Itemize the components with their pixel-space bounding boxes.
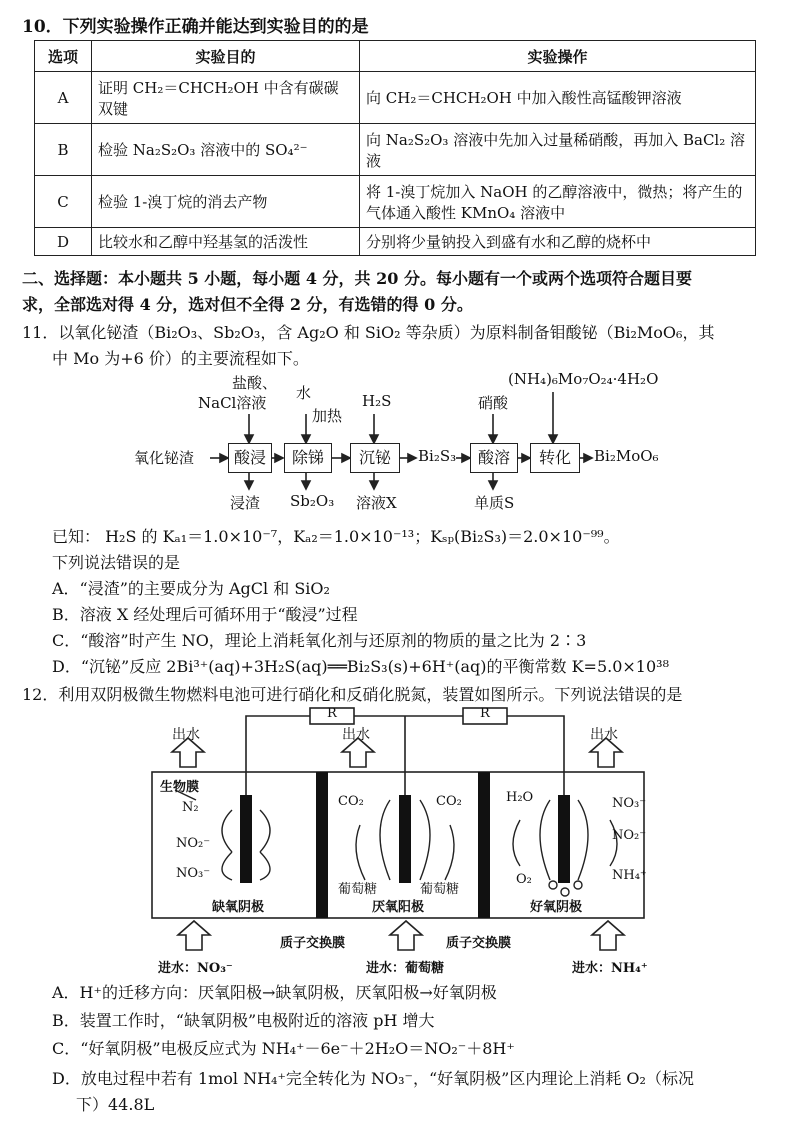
col-header-option: 选项 [35, 41, 92, 72]
flow-reagent-2a: 水 [296, 384, 312, 402]
left-species-no3: NO₃⁻ [176, 866, 211, 881]
q11-option-b: B．溶液 X 经处理后可循环用于“酸浸”过程 [52, 605, 358, 624]
flow-box-convert: 转化 [530, 443, 580, 473]
mid-species-co2-left: CO₂ [338, 794, 364, 809]
flow-reagent-5: (NH₄)₆Mo₇O₂₄·4H₂O [508, 370, 659, 388]
membrane-label-left: 质子交换膜 [280, 936, 346, 951]
q11-option-a: A．“浸渣”的主要成分为 AgCl 和 SiO₂ [52, 579, 330, 598]
mid-species-glucose-right: 葡萄糖 [420, 882, 460, 897]
col-header-purpose: 实验目的 [92, 41, 360, 72]
section2-line1: 二、选择题：本小题共 5 小题，每小题 4 分，共 20 分。每小题有一个或两个选项符合题目要 [22, 269, 692, 288]
q12-option-b: B．装置工作时，“缺氧阴极”电极附近的溶液 pH 增大 [52, 1011, 435, 1030]
biofilm-label: 生物膜 [160, 780, 200, 795]
mid-species-co2-right: CO₂ [436, 794, 462, 809]
mid-species-glucose-left: 葡萄糖 [338, 882, 378, 897]
row-option: D [35, 228, 92, 256]
right-species-nh4: NH₄⁺ [612, 868, 647, 883]
q12-title: 12．利用双阴极微生物燃料电池可进行硝化和反硝化脱氮，装置如图所示。下列说法错误的是 [22, 685, 683, 704]
q11-line1: 11．以氧化铋渣（Bi₂O₃、Sb₂O₃，含 Ag₂O 和 SiO₂ 等杂质）为原料制备钼酸铋（Bi₂MoO₆，其 [22, 323, 715, 342]
resistor-1-label: R [327, 706, 337, 721]
q12-option-d-cont: 下）44.8L [76, 1095, 155, 1114]
flow-reagent-1b: NaCl溶液 [198, 394, 267, 412]
left-species-n2: N₂ [182, 800, 199, 815]
row-purpose: 检验 Na₂S₂O₃ 溶液中的 SO₄²⁻ [92, 124, 360, 176]
col-header-operation: 实验操作 [360, 41, 756, 72]
right-species-no2: NO₂⁻ [612, 828, 647, 843]
row-operation: 向 CH₂＝CHCH₂OH 中加入酸性高锰酸钾溶液 [360, 72, 756, 124]
flow-byproduct-4: 单质S [474, 494, 515, 512]
flow-reagent-2b: 加热 [312, 407, 343, 425]
row-option: C [35, 176, 92, 228]
inlet-right-label: 进水：NH₄⁺ [572, 961, 648, 976]
outlet-right-label: 出水 [590, 727, 618, 743]
q12-option-a: A．H⁺的迁移方向：厌氧阳极→缺氧阴极，厌氧阳极→好氧阴极 [52, 983, 497, 1002]
flow-start: 氧化铋渣 [134, 449, 195, 467]
inlet-left-label: 进水：NO₃⁻ [158, 961, 233, 976]
row-option: A [35, 72, 92, 124]
electrode-label-anoxic-cathode: 缺氧阴极 [212, 900, 265, 915]
resistor-2-label: R [480, 706, 490, 721]
left-species-no2: NO₂⁻ [176, 836, 211, 851]
q10-title: 10．下列实验操作正确并能达到实验目的的是 [22, 17, 369, 37]
flow-reagent-3: H₂S [362, 392, 392, 410]
row-operation: 分别将少量钠投入到盛有水和乙醇的烧杯中 [360, 228, 756, 256]
q11-option-d: D．“沉铋”反应 2Bi³⁺(aq)+3H₂S(aq)══Bi₂S₃(s)+6H⁺(aq)的平衡常数 K=5.0×10³⁸ [52, 657, 669, 676]
section2-line2: 求，全部选对得 4 分，选对但不全得 2 分，有选错的得 0 分。 [22, 295, 473, 314]
membrane-label-right: 质子交换膜 [446, 936, 512, 951]
right-species-no3: NO₃⁻ [612, 796, 647, 811]
inlet-mid-label: 进水：葡萄糖 [366, 961, 445, 976]
flow-byproduct-3: 溶液X [356, 494, 397, 512]
q11-stem: 下列说法错误的是 [52, 553, 181, 572]
row-purpose: 比较水和乙醇中羟基氢的活泼性 [92, 228, 360, 256]
flow-reagent-1a: 盐酸、 [232, 374, 278, 392]
flow-byproduct-1: 浸渣 [230, 494, 261, 512]
right-species-h2o: H₂O [506, 790, 534, 805]
flow-box-remove-antimony: 除锑 [284, 443, 332, 473]
flow-box-precipitate-bismuth: 沉铋 [350, 443, 400, 473]
right-species-o2: O₂ [516, 872, 532, 887]
q11-line2: 中 Mo 为+6 价）的主要流程如下。 [52, 349, 309, 368]
electrode-label-aerobic-cathode: 好氧阴极 [530, 900, 583, 915]
row-operation: 向 Na₂S₂O₃ 溶液中先加入过量稀硝酸，再加入 BaCl₂ 溶液 [360, 124, 756, 176]
q11-known: 已知： H₂S 的 Kₐ₁＝1.0×10⁻⁷，Kₐ₂＝1.0×10⁻¹³；Kₛₚ(Bi₂S₃)＝2.0×10⁻⁹⁹。 [52, 527, 620, 546]
row-purpose: 检验 1-溴丁烷的消去产物 [92, 176, 360, 228]
flow-byproduct-2: Sb₂O₃ [290, 492, 335, 510]
row-purpose: 证明 CH₂＝CHCH₂OH 中含有碳碳双键 [92, 72, 360, 124]
flow-box-acid-dissolve: 酸溶 [470, 443, 518, 473]
outlet-left-label: 出水 [172, 727, 200, 743]
row-operation: 将 1-溴丁烷加入 NaOH 的乙醇溶液中，微热；将产生的气体通入酸性 KMnO₄ 溶液中 [360, 176, 756, 228]
row-option: B [35, 124, 92, 176]
flow-box-acid-leach: 酸浸 [228, 443, 272, 473]
outlet-mid-label: 出水 [342, 727, 370, 743]
electrode-label-anaerobic-anode: 厌氧阳极 [372, 900, 425, 915]
q11-option-c: C．“酸溶”时产生 NO，理论上消耗氧化剂与还原剂的物质的量之比为 2∶3 [52, 631, 587, 650]
flow-intermediate: Bi₂S₃ [418, 447, 457, 465]
flow-product: Bi₂MoO₆ [594, 447, 659, 465]
q12-option-c: C．“好氧阴极”电极反应式为 NH₄⁺－6e⁻＋2H₂O＝NO₂⁻＋8H⁺ [52, 1039, 515, 1058]
flow-reagent-4: 硝酸 [478, 394, 509, 412]
q12-option-d: D．放电过程中若有 1mol NH₄⁺完全转化为 NO₃⁻，“好氧阴极”区内理论上消耗 O₂（标况 [52, 1069, 694, 1088]
